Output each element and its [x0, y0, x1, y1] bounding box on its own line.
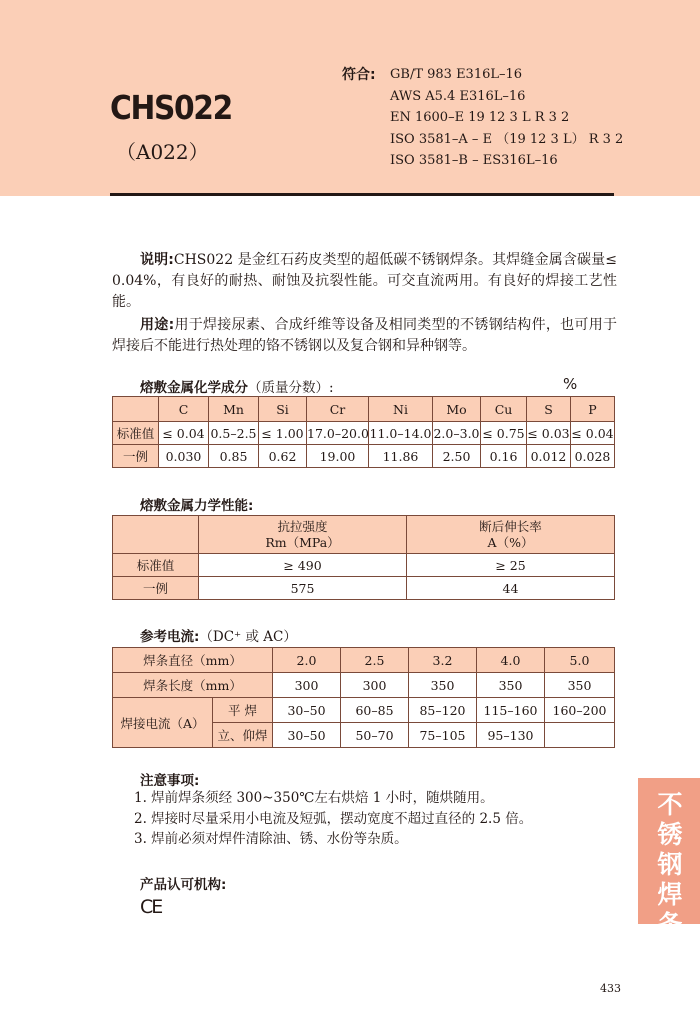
mech-cell: 575: [199, 577, 407, 600]
current-table: [112, 647, 615, 748]
chem-header-cell: S: [527, 397, 571, 422]
diameter-cell: 2.5: [341, 648, 409, 673]
diameter-label: 焊条直径（mm）: [113, 648, 273, 673]
chem-cell: ≤ 0.04: [571, 422, 615, 445]
standard-item: ISO 3581–B – ES316L–16: [390, 153, 558, 168]
description-label: 说明:: [140, 252, 174, 268]
mech-example-row: [113, 577, 615, 600]
chem-cell: 2.0–3.0: [433, 422, 481, 445]
mech-header-row: [113, 516, 615, 554]
current-cell: 85–120: [409, 698, 477, 723]
current-title-sub: （DC⁺ 或 AC）: [199, 629, 297, 645]
current-cell: 160–200: [545, 698, 615, 723]
mech-title: 熔敷金属力学性能:: [140, 498, 254, 514]
diameter-cell: 5.0: [545, 648, 615, 673]
standard-item: GB/T 983 E316L–16: [390, 67, 523, 82]
length-cell: 350: [409, 673, 477, 698]
current-title: [140, 625, 297, 645]
length-cell: 300: [273, 673, 341, 698]
current-cell: 115–160: [477, 698, 545, 723]
product-model: CHS022: [110, 88, 232, 127]
length-cell: 300: [341, 673, 409, 698]
current-title-main: 参考电流:: [140, 629, 200, 645]
current-cell: 95–130: [477, 723, 545, 748]
chem-cell: 2.50: [433, 445, 481, 468]
chem-cell: 11.0–14.0: [369, 422, 433, 445]
chem-cell: ≤ 0.04: [159, 422, 209, 445]
mech-header-strength: [199, 516, 407, 554]
description-text: CHS022 是金红石药皮类型的超低碳不锈钢焊条。其焊缝金属含碳量≤ 0.04%，有良好的耐热、耐蚀及抗裂性能。可交直流两用。有良好的焊接工艺性能。: [112, 252, 617, 310]
certification-title: 产品认可机构:: [140, 877, 227, 893]
standard-item: AWS A5.4 E316L–16: [390, 88, 526, 104]
usage-label: 用途:: [140, 317, 175, 333]
conform-label: 符合:: [342, 67, 376, 83]
current-cell: [545, 723, 615, 748]
product-model-alt: （A022）: [116, 140, 209, 164]
chem-header-cell: Cr: [307, 397, 369, 422]
side-category-tab: [638, 778, 700, 939]
mech-standard-row: [113, 554, 615, 577]
length-cell: 350: [477, 673, 545, 698]
chem-cell: 19.00: [307, 445, 369, 468]
chem-header-cell: Si: [259, 397, 307, 422]
chem-example-row: [113, 445, 615, 468]
mech-row-label: 一例: [113, 577, 199, 600]
chem-cell: 0.028: [571, 445, 615, 468]
chem-cell: ≤ 0.75: [481, 422, 527, 445]
usage-paragraph: [112, 315, 617, 357]
chem-cell: ≤ 0.03: [527, 422, 571, 445]
chem-unit: %: [563, 375, 578, 393]
diameter-cell: 4.0: [477, 648, 545, 673]
chem-header-cell: [113, 397, 159, 422]
length-cell: 350: [545, 673, 615, 698]
chem-header-cell: Mn: [209, 397, 259, 422]
chem-cell: 17.0–20.0: [307, 422, 369, 445]
chem-cell: ≤ 1.00: [259, 422, 307, 445]
chem-row-label: 标准值: [113, 422, 159, 445]
diameter-cell: 3.2: [409, 648, 477, 673]
flat-position-label: 平 焊: [213, 698, 273, 723]
chem-title-sub: （质量分数）:: [248, 380, 334, 396]
chem-title: [140, 376, 334, 396]
mech-cell: ≥ 25: [407, 554, 615, 577]
chem-header-cell: P: [571, 397, 615, 422]
current-cell: 60–85: [341, 698, 409, 723]
mech-cell: 44: [407, 577, 615, 600]
current-cell: 30–50: [273, 698, 341, 723]
current-cell: 75–105: [409, 723, 477, 748]
chem-cell: 0.5–2.5: [209, 422, 259, 445]
mech-table: [112, 515, 615, 600]
current-cell: 30–50: [273, 723, 341, 748]
diameter-cell: 2.0: [273, 648, 341, 673]
description-paragraph: [112, 250, 617, 313]
chem-title-main: 熔敷金属化学成分: [140, 380, 248, 396]
chem-row-label: 一例: [113, 445, 159, 468]
chem-cell: 0.85: [209, 445, 259, 468]
chem-header-cell: Cu: [481, 397, 527, 422]
vertical-position-label: 立、仰焊: [213, 723, 273, 748]
mech-header-empty: [113, 516, 199, 554]
mech-row-label: 标准值: [113, 554, 199, 577]
chem-cell: 11.86: [369, 445, 433, 468]
mech-header-elongation: [407, 516, 615, 554]
elongation-label: 断后伸长率: [479, 518, 542, 534]
chem-table: [112, 396, 615, 468]
standards-list: [390, 64, 623, 172]
current-cell: 50–70: [341, 723, 409, 748]
usage-text: 用于焊接尿素、合成纤维等设备及相同类型的不锈钢结构件，也可用于焊接后不能进行热处理的铬不锈钢以及复合钢和异种钢等。: [112, 317, 617, 354]
standard-item: ISO 3581–A – E （19 12 3 L） R 3 2: [390, 131, 624, 147]
chem-cell: 0.012: [527, 445, 571, 468]
chem-cell: 0.62: [259, 445, 307, 468]
diameter-row: [113, 648, 615, 673]
chem-standard-row: [113, 422, 615, 445]
mech-cell: ≥ 490: [199, 554, 407, 577]
chem-cell: 0.030: [159, 445, 209, 468]
page-number: 433: [600, 982, 621, 995]
chem-header-cell: C: [159, 397, 209, 422]
note-item: 1. 焊前焊条须经 300~350℃左右烘焙 1 小时，随烘随用。: [134, 790, 494, 806]
notes-list: [134, 788, 532, 850]
chem-header-row: [113, 397, 615, 422]
chem-header-cell: Mo: [433, 397, 481, 422]
standard-item: EN 1600–E 19 12 3 L R 3 2: [390, 110, 570, 125]
ce-mark-icon: CE: [140, 896, 162, 918]
current-label: 焊接电流（A）: [113, 698, 213, 748]
elongation-unit: A（%）: [487, 534, 534, 550]
side-category-label: 不锈钢焊条: [657, 790, 683, 939]
notes-title: 注意事项:: [140, 773, 200, 789]
note-item: 3. 焊前必须对焊件清除油、锈、水份等杂质。: [134, 831, 408, 847]
note-item: 2. 焊接时尽量采用小电流及短弧，摆动宽度不超过直径的 2.5 倍。: [134, 810, 533, 827]
header-rule: [110, 193, 614, 196]
tensile-strength-unit: Rm（MPa）: [265, 534, 340, 550]
length-row: [113, 673, 615, 698]
chem-header-cell: Ni: [369, 397, 433, 422]
chem-cell: 0.16: [481, 445, 527, 468]
length-label: 焊条长度（mm）: [113, 673, 273, 698]
tensile-strength-label: 抗拉强度: [277, 518, 328, 534]
flat-current-row: [113, 698, 615, 723]
